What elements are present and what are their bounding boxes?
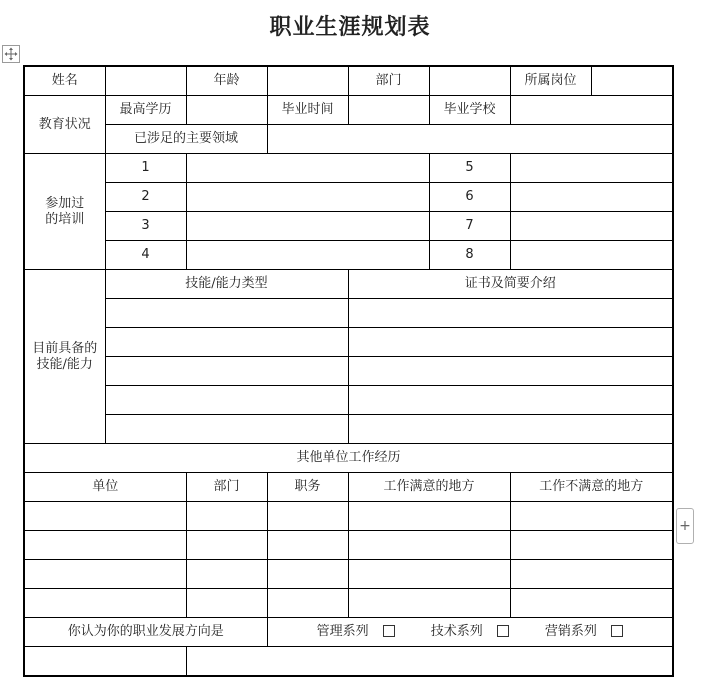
grad-time-label: 毕业时间 [267, 96, 348, 125]
cert-field[interactable] [348, 386, 673, 415]
exp-title-header: 职务 [267, 473, 348, 502]
exp-title-field[interactable] [267, 560, 348, 589]
training-number: 5 [429, 154, 510, 183]
dept-field[interactable] [429, 66, 510, 96]
school-field[interactable] [510, 96, 673, 125]
exp-dept-field[interactable] [186, 502, 267, 531]
career-options [267, 618, 673, 647]
table-move-handle[interactable] [2, 45, 20, 63]
name-label: 姓名 [24, 66, 105, 96]
training-field[interactable] [510, 183, 673, 212]
experience-row [24, 560, 673, 589]
exp-dept-field[interactable] [186, 560, 267, 589]
skill-row [24, 328, 673, 357]
training-field[interactable] [186, 154, 429, 183]
school-label: 毕业学校 [429, 96, 510, 125]
exp-unsatisfied-field[interactable] [510, 589, 673, 618]
skill-type-field[interactable] [105, 328, 348, 357]
checkbox-icon[interactable] [497, 625, 509, 637]
skill-type-field[interactable] [105, 415, 348, 444]
option-technical[interactable] [431, 624, 509, 640]
career-question: 你认为你的职业发展方向是 [24, 618, 267, 647]
training-number: 2 [105, 183, 186, 212]
training-label [24, 154, 105, 270]
exp-dept-field[interactable] [186, 589, 267, 618]
training-label-line1: 参加过 [45, 195, 85, 211]
exp-satisfied-field[interactable] [348, 589, 510, 618]
training-field[interactable] [186, 241, 429, 270]
bottom-row [24, 647, 673, 677]
dept-label: 部门 [348, 66, 429, 96]
name-field[interactable] [105, 66, 186, 96]
education-row-2 [24, 125, 673, 154]
checkbox-icon[interactable] [383, 625, 395, 637]
skill-type-header: 技能/能力类型 [105, 270, 348, 299]
exp-unsatisfied-field[interactable] [510, 502, 673, 531]
basic-info-row [24, 66, 673, 96]
training-number: 3 [105, 212, 186, 241]
cert-field[interactable] [348, 328, 673, 357]
training-field[interactable] [510, 241, 673, 270]
skill-row [24, 386, 673, 415]
exp-unit-field[interactable] [24, 531, 186, 560]
move-arrows-icon [4, 47, 18, 61]
exp-unit-field[interactable] [24, 589, 186, 618]
option-marketing[interactable] [545, 624, 623, 640]
exp-dept-field[interactable] [186, 531, 267, 560]
experience-row [24, 531, 673, 560]
training-row [24, 154, 673, 183]
experience-row [24, 589, 673, 618]
skills-label-line1: 目前具备的 [32, 340, 98, 356]
training-row [24, 212, 673, 241]
training-field[interactable] [510, 154, 673, 183]
cert-field[interactable] [348, 299, 673, 328]
exp-unit-field[interactable] [24, 560, 186, 589]
plus-icon: + [679, 518, 691, 534]
exp-unit-field[interactable] [24, 502, 186, 531]
option-label: 管理系列 [316, 624, 369, 639]
position-label: 所属岗位 [510, 66, 591, 96]
skill-row [24, 415, 673, 444]
position-field[interactable] [591, 66, 673, 96]
experience-row [24, 502, 673, 531]
exp-title-field[interactable] [267, 502, 348, 531]
skills-header-row [24, 270, 673, 299]
training-field[interactable] [510, 212, 673, 241]
cert-field[interactable] [348, 357, 673, 386]
training-number: 7 [429, 212, 510, 241]
cert-header: 证书及简要介绍 [348, 270, 673, 299]
skill-type-field[interactable] [105, 386, 348, 415]
training-row [24, 183, 673, 212]
exp-unsatisfied-header: 工作不满意的地方 [510, 473, 673, 502]
exp-satisfied-field[interactable] [348, 560, 510, 589]
option-management[interactable] [317, 624, 395, 640]
experience-header-row [24, 473, 673, 502]
education-label: 教育状况 [24, 96, 105, 154]
age-field[interactable] [267, 66, 348, 96]
skill-type-field[interactable] [105, 299, 348, 328]
career-direction-row [24, 618, 673, 647]
grad-time-field[interactable] [348, 96, 429, 125]
degree-field[interactable] [186, 96, 267, 125]
checkbox-icon[interactable] [611, 625, 623, 637]
education-row-1 [24, 96, 673, 125]
skills-label-line2: 技能/能力 [36, 356, 93, 372]
cert-field[interactable] [348, 415, 673, 444]
experience-title-row [24, 444, 673, 473]
add-column-button[interactable] [676, 508, 694, 544]
training-number: 4 [105, 241, 186, 270]
exp-unsatisfied-field[interactable] [510, 531, 673, 560]
exp-unit-header: 单位 [24, 473, 186, 502]
training-number: 6 [429, 183, 510, 212]
bottom-right-cell[interactable] [186, 647, 673, 677]
experience-section-title: 其他单位工作经历 [24, 444, 673, 473]
age-label: 年龄 [186, 66, 267, 96]
skill-row [24, 299, 673, 328]
fields-label: 已涉足的主要领域 [105, 125, 267, 154]
exp-dept-header: 部门 [186, 473, 267, 502]
training-number: 8 [429, 241, 510, 270]
form-title: 职业生涯规划表 [269, 15, 431, 40]
option-label: 技术系列 [430, 624, 483, 639]
training-number: 1 [105, 154, 186, 183]
bottom-left-cell[interactable] [24, 647, 186, 677]
training-row [24, 241, 673, 270]
degree-label: 最高学历 [105, 96, 186, 125]
skill-type-field[interactable] [105, 357, 348, 386]
skills-label [24, 270, 105, 444]
exp-title-field[interactable] [267, 589, 348, 618]
skill-row [24, 357, 673, 386]
career-plan-table [23, 65, 674, 677]
exp-title-field[interactable] [267, 531, 348, 560]
exp-satisfied-field[interactable] [348, 502, 510, 531]
exp-unsatisfied-field[interactable] [510, 560, 673, 589]
exp-satisfied-field[interactable] [348, 531, 510, 560]
option-label: 营销系列 [544, 624, 597, 639]
training-field[interactable] [186, 212, 429, 241]
fields-field[interactable] [267, 125, 673, 154]
training-field[interactable] [186, 183, 429, 212]
training-label-line2: 的培训 [45, 211, 85, 227]
exp-satisfied-header: 工作满意的地方 [348, 473, 510, 502]
